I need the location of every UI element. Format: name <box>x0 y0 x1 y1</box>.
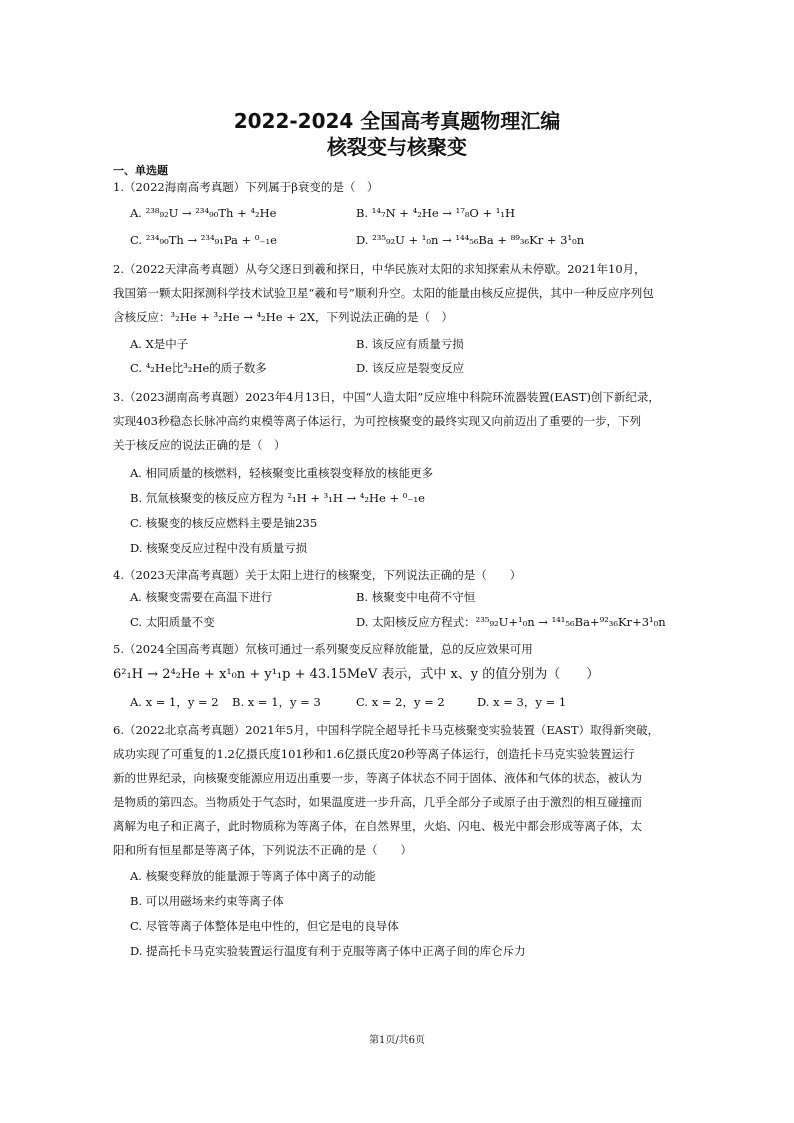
question-5-line-1: 5.（2024全国高考真题）氘核可通过一系列聚变反应释放能量，总的反应效果可用 <box>113 642 533 656</box>
question-3-line-1: 3.（2023湖南高考真题）2023年4月13日，中国“人造太阳”反应堆中科院环流器装置(EAST)创下新纪录， <box>113 390 660 404</box>
question-6-line-2: 成功实现了可重复的1.2亿摄氏度101秒和1.6亿摄氏度20秒等离子体运行，创造托卡马克实验装置运行 <box>113 747 635 761</box>
q2-option-d: D. 该反应是裂变反应 <box>356 361 465 375</box>
question-2-line-1: 2.（2022天津高考真题）从夸父逐日到羲和探日，中华民族对太阳的求知探索从未停歇。2021年10月， <box>113 262 646 276</box>
question-2-line-2: 我国第一颗太阳探测科学技术试验卫星“羲和号”顺利升空。太阳的能量由核反应提供，其中一种反应序列包 <box>113 286 654 300</box>
q4-option-d: D. 太阳核反应方程式：²³⁵₉₂U+¹₀n → ¹⁴¹₅₆Ba+⁹²₃₆Kr+3¹₀n <box>356 615 666 629</box>
question-4-stem: 4.（2023天津高考真题）关于太阳上进行的核聚变，下列说法正确的是（ ） <box>113 568 522 582</box>
q3-option-d: D. 核聚变反应过程中没有质量亏损 <box>130 541 308 555</box>
q1-option-c: C. ²³⁴₉₀Th → ²³⁴₉₁Pa + ⁰₋₁e <box>130 233 277 247</box>
section-heading: 一、单选题 <box>113 164 168 177</box>
page-number: 第1页/共6页 <box>368 1035 426 1046</box>
question-3-line-3: 关于核反应的说法正确的是（ ） <box>113 438 286 452</box>
q3-option-b: B. 氘氚核聚变的核反应方程为 ²₁H + ³₁H → ⁴₂He + ⁰₋₁e <box>130 491 425 505</box>
question-6-line-1: 6.（2022北京高考真题）2021年5月，中国科学院全超导托卡马克核聚变实验装置（EAST）取得新突破， <box>113 723 660 737</box>
q6-option-d: D. 提高托卡马克实验装置运行温度有利于克服等离子体中正离子间的库仑斥力 <box>130 944 526 958</box>
q6-option-c: C. 尽管等离子体整体是电中性的，但它是电的良导体 <box>130 919 399 933</box>
q4-option-b: B. 核聚变中电荷不守恒 <box>356 590 476 604</box>
question-6-line-3: 新的世界纪录，向核聚变能源应用迈出重要一步，等离子体状态不同于固体、液体和气体的状态，被认为 <box>113 771 642 785</box>
q4-option-a: A. 核聚变需要在高温下进行 <box>130 590 273 604</box>
q4-option-c: C. 太阳质量不变 <box>130 615 215 629</box>
q6-option-a: A. 核聚变释放的能量源于等离子体中离子的动能 <box>130 869 376 883</box>
q1-option-d: D. ²³⁵₉₂U + ¹₀n → ¹⁴⁴₅₆Ba + ⁸⁹₃₆Kr + 3¹₀n <box>356 233 585 247</box>
q1-option-a: A. ²³⁸₉₂U → ²³⁴₉₀Th + ⁴₂He <box>130 206 277 220</box>
question-1-stem: 1.（2022海南高考真题）下列属于β衰变的是（ ） <box>113 180 379 194</box>
question-5-line-2: 6²₁H → 2⁴₂He + x¹₀n + y¹₁p + 43.15MeV 表示，式中 x、y 的值分别为（ ） <box>113 667 600 682</box>
q5-option-b: B. x = 1，y = 3 <box>232 695 321 709</box>
question-6-line-4: 是物质的第四态。当物质处于气态时，如果温度进一步升高，几乎全部分子或原子由于激烈的相互碰撞而 <box>113 795 642 809</box>
question-3-line-2: 实现403秒稳态长脉冲高约束模等离子体运行，为可控核聚变的最终实现又向前迈出了重要的一步，下列 <box>113 414 641 428</box>
question-2-line-3: 含核反应：³₂He + ³₂He → ⁴₂He + 2X，下列说法正确的是（ ） <box>113 310 454 324</box>
page-subtitle: 核裂变与核聚变 <box>327 135 467 159</box>
q2-option-c: C. ⁴₂He比³₂He的质子数多 <box>130 361 267 375</box>
q2-option-a: A. X是中子 <box>130 337 189 351</box>
q5-option-c: C. x = 2，y = 2 <box>356 695 445 709</box>
q2-option-b: B. 该反应有质量亏损 <box>356 337 464 351</box>
q1-option-b: B. ¹⁴₇N + ⁴₂He → ¹⁷₈O + ¹₁H <box>356 206 516 220</box>
page-title: 2022-2024 全国高考真题物理汇编 <box>233 109 561 133</box>
q3-option-c: C. 核聚变的核反应燃料主要是铀235 <box>130 516 318 530</box>
q6-option-b: B. 可以用磁场来约束等离子体 <box>130 894 284 908</box>
q5-option-a: A. x = 1，y = 2 <box>130 695 219 709</box>
q5-option-d: D. x = 3，y = 1 <box>477 695 567 709</box>
question-6-line-5: 离解为电子和正离子，此时物质称为等离子体，在自然界里，火焰、闪电、极光中都会形成等离子体，太 <box>113 819 642 833</box>
question-6-line-6: 阳和所有恒星都是等离子体，下列说法不正确的是（ ） <box>113 843 412 857</box>
q3-option-a: A. 相同质量的核燃料，轻核聚变比重核裂变释放的核能更多 <box>130 466 434 480</box>
